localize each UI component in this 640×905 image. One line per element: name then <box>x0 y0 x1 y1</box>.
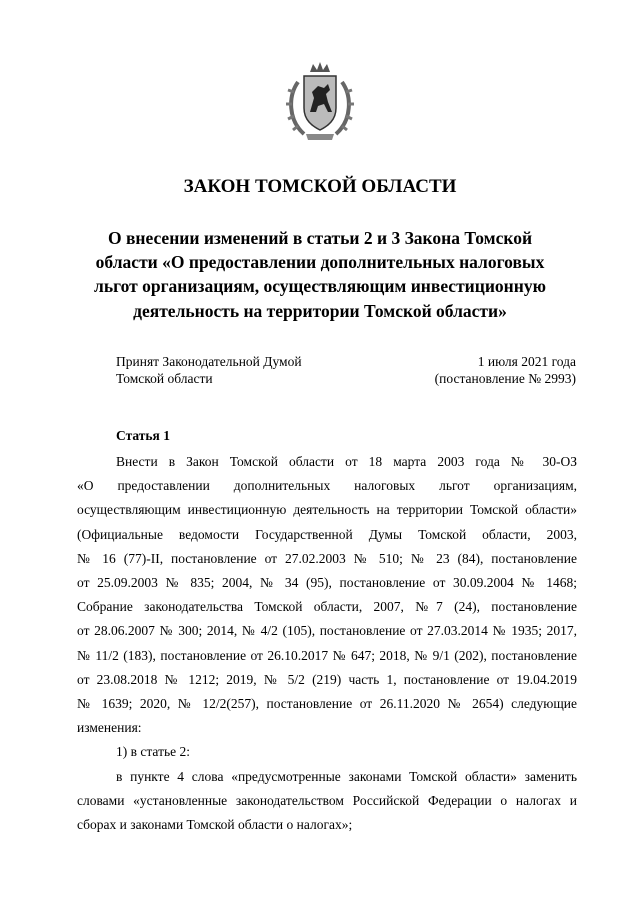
body-line: изменения: <box>77 720 142 736</box>
body-line: в пункте 4 слова «предусмотренные законами Томской области» заменить <box>116 768 577 784</box>
body-line: Внести в Закон Томской области от 18 марта 2003 года № 30-ОЗ <box>116 454 577 469</box>
adopting-body-line: Томской области <box>116 371 213 386</box>
subtitle-line: О внесении изменений в статьи 2 и 3 Закона Томской <box>107 228 533 248</box>
resolution-number: (постановление № 2993) <box>434 371 576 386</box>
body-line: (Официальные ведомости Государственной Думы Томской области, 2003, <box>77 526 577 542</box>
body-line: от 28.06.2007 № 300; 2014, № 4/2 (105), постановление от 27.03.2014 № 1935; 2017, <box>77 623 577 639</box>
law-title: ЗАКОН ТОМСКОЙ ОБЛАСТИ <box>183 176 457 197</box>
body-line: словами «установленные законодательством Российской Федерации о налогах и <box>77 792 577 808</box>
body-line: № 1639; 2020, № 12/2(257), постановление от 26.11.2020 № 2654) следующие <box>77 696 577 712</box>
body-line: осуществляющим инвестиционную деятельность на территории Томской области» <box>77 502 577 518</box>
body-line: от 25.09.2003 № 835; 2004, № 34 (95), постановление от 30.09.2004 № 1468; <box>77 575 577 591</box>
adoption-date <box>435 353 576 387</box>
subtitle-line: деятельность на территории Томской области» <box>133 300 507 321</box>
body-line: от 23.08.2018 № 1212; 2019, № 5/2 (219) часть 1, постановление от 19.04.2019 <box>77 671 577 687</box>
article-title: Статья 1 <box>116 428 170 443</box>
adopting-body-line: Принят Законодательной Думой <box>116 354 302 369</box>
point-heading: 1) в статье 2: <box>116 744 190 760</box>
body-line: № 11/2 (183), постановление от 26.10.2017 № 647; 2018, № 9/1 (202), постановление <box>77 647 577 663</box>
law-subtitle <box>70 226 570 323</box>
adoption-date-text: 1 июля 2021 года <box>477 354 576 369</box>
subtitle-line: области «О предоставлении дополнительных налоговых <box>95 252 545 273</box>
body-line: «О предоставлении дополнительных налоговых льгот организациям, <box>77 478 577 494</box>
subtitle-line: льгот организациям, осуществляющим инвестиционную <box>94 276 546 297</box>
article-body <box>77 450 577 837</box>
body-line: № 16 (77)-II, постановление от 27.02.2003 № 510; № 23 (84), постановление <box>77 550 577 566</box>
tomsk-coat-of-arms-emblem <box>284 62 356 142</box>
body-line: сборах и законами Томской области о налогах»; <box>77 817 353 833</box>
adopting-body <box>116 353 302 387</box>
body-line: Собрание законодательства Томской области, 2007, №7 (24), постановление <box>77 599 577 615</box>
